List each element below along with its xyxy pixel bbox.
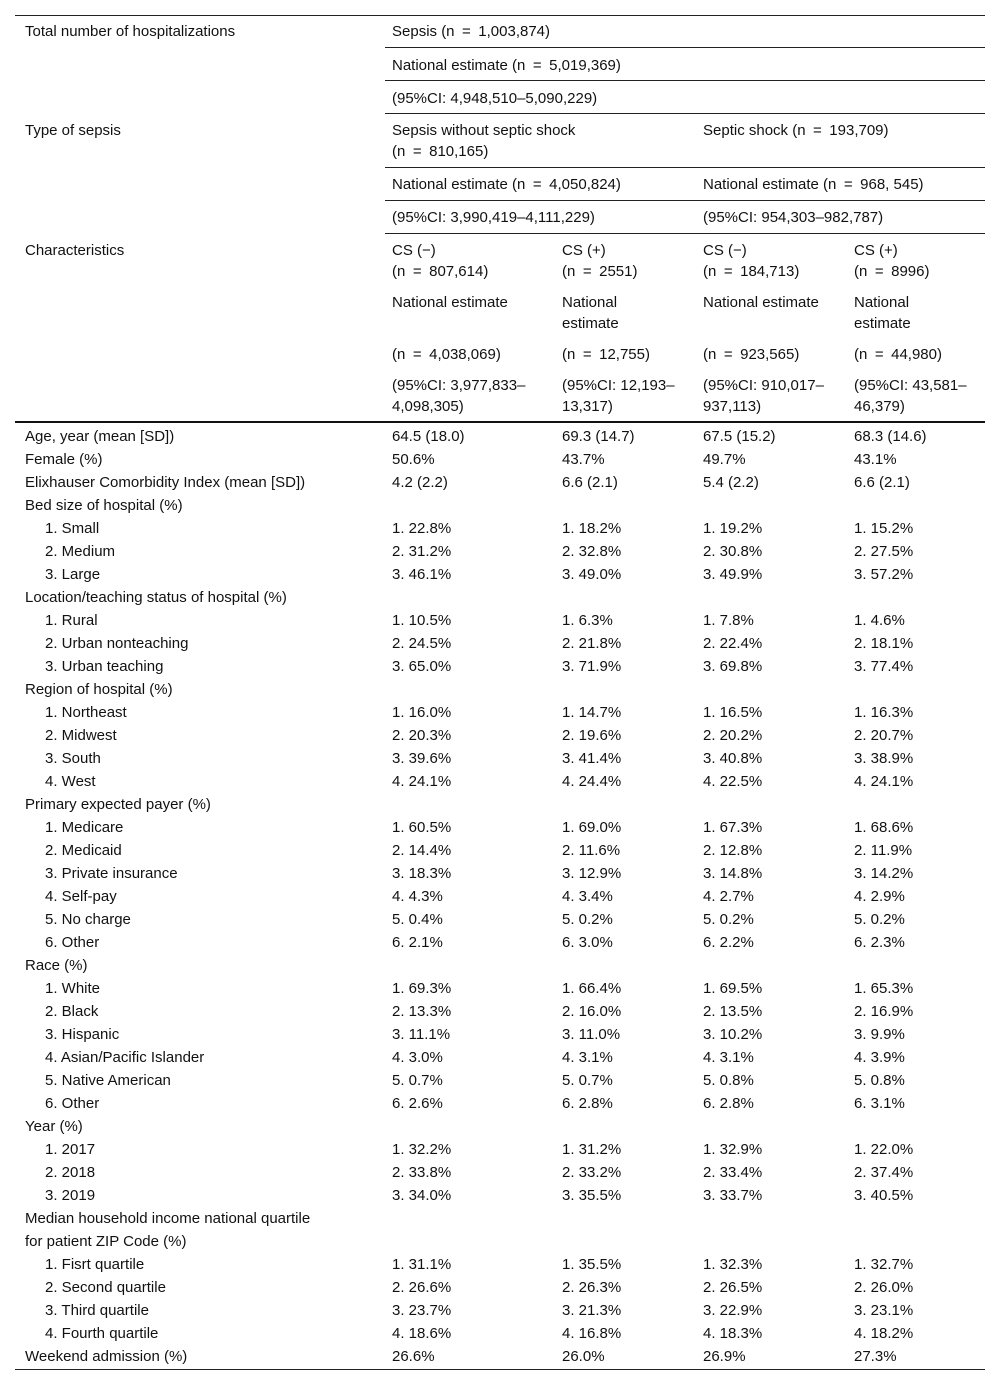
row-value: 4. 24.4% bbox=[562, 773, 622, 790]
row-label: Bed size of hospital (%) bbox=[25, 497, 183, 514]
row-value: 3. 40.5% bbox=[854, 1187, 914, 1204]
row-value: 4. 24.1% bbox=[854, 773, 914, 790]
row-value: 1. 16.3% bbox=[854, 704, 914, 721]
row-value: 4. 3.9% bbox=[854, 1049, 905, 1066]
row-value: 1. 32.9% bbox=[703, 1141, 763, 1158]
row-value: 3. 57.2% bbox=[854, 566, 914, 583]
row-value: 3. 21.3% bbox=[562, 1302, 622, 1319]
row-value: 1. 32.2% bbox=[392, 1141, 452, 1158]
row-value: 2. 21.8% bbox=[562, 635, 622, 652]
row-label: 3. Urban teaching bbox=[45, 658, 164, 675]
row-value: 2. 33.2% bbox=[562, 1164, 622, 1181]
group-estimate: National bbox=[562, 294, 618, 311]
group-n: (n = 2551) bbox=[562, 263, 638, 280]
row-value: 5. 0.7% bbox=[562, 1072, 613, 1089]
row-label: 1. White bbox=[45, 980, 101, 997]
row-value: 69.3 (14.7) bbox=[562, 428, 635, 445]
table-row bbox=[15, 1069, 985, 1092]
row-value: 5. 0.7% bbox=[392, 1072, 443, 1089]
characteristics-label: Characteristics bbox=[25, 242, 125, 259]
table-row bbox=[15, 1115, 985, 1138]
table-row bbox=[15, 655, 985, 678]
row-value: 3. 35.5% bbox=[562, 1187, 622, 1204]
group-estimate-n: (n = 923,565) bbox=[703, 346, 800, 363]
row-value: 1. 65.3% bbox=[854, 980, 914, 997]
table-row bbox=[15, 931, 985, 954]
row-value: 1. 10.5% bbox=[392, 612, 452, 629]
table-row bbox=[15, 816, 985, 839]
table-row bbox=[15, 678, 985, 701]
row-label: Year (%) bbox=[25, 1118, 83, 1135]
row-value: 1. 60.5% bbox=[392, 819, 452, 836]
row-value: 26.9% bbox=[703, 1348, 746, 1365]
without-shock-label: Sepsis without septic shock bbox=[392, 122, 576, 139]
row-value: 1. 22.0% bbox=[854, 1141, 914, 1158]
group-label: CS (−) bbox=[392, 242, 436, 259]
row-value: 4. 3.0% bbox=[392, 1049, 443, 1066]
table-row bbox=[15, 1046, 985, 1069]
table-row bbox=[15, 747, 985, 770]
table-row bbox=[15, 954, 985, 977]
row-label: 6. Other bbox=[45, 934, 100, 951]
group-estimate: National estimate bbox=[392, 294, 508, 311]
row-label: 3. Third quartile bbox=[45, 1302, 149, 1319]
table-row bbox=[15, 1299, 985, 1322]
group-ci: 13,317) bbox=[562, 398, 613, 415]
row-value: 4. 4.3% bbox=[392, 888, 443, 905]
table-row bbox=[15, 586, 985, 609]
table-row bbox=[15, 609, 985, 632]
group-estimate-n: (n = 12,755) bbox=[562, 346, 650, 363]
table-row bbox=[15, 1322, 985, 1345]
row-value: 3. 38.9% bbox=[854, 750, 914, 767]
row-value: 6. 2.3% bbox=[854, 934, 905, 951]
row-value: 5.4 (2.2) bbox=[703, 474, 759, 491]
row-value: 1. 16.0% bbox=[392, 704, 452, 721]
row-value: 3. 49.9% bbox=[703, 566, 763, 583]
group-label: CS (+) bbox=[562, 242, 606, 259]
row-label: 2. Urban nonteaching bbox=[45, 635, 189, 652]
row-value: 4. 22.5% bbox=[703, 773, 763, 790]
row-label: 2. Medium bbox=[45, 543, 116, 560]
type-of-sepsis-label: Type of sepsis bbox=[25, 122, 121, 139]
row-value: 2. 19.6% bbox=[562, 727, 622, 744]
row-value: 1. 69.0% bbox=[562, 819, 622, 836]
table-row bbox=[15, 471, 985, 494]
row-label: 3. Private insurance bbox=[45, 865, 178, 882]
row-value: 1. 68.6% bbox=[854, 819, 914, 836]
row-value: 2. 13.5% bbox=[703, 1003, 763, 1020]
row-label: Location/teaching status of hospital (%) bbox=[25, 589, 287, 606]
total-hospitalizations-label: Total number of hospitalizations bbox=[25, 23, 236, 40]
row-value: 1. 35.5% bbox=[562, 1256, 622, 1273]
table-row bbox=[15, 770, 985, 793]
row-value: 2. 27.5% bbox=[854, 543, 914, 560]
row-label: 1. Northeast bbox=[45, 704, 127, 721]
row-value: 2. 20.2% bbox=[703, 727, 763, 744]
row-label: 5. No charge bbox=[45, 911, 131, 928]
row-label: Age, year (mean [SD]) bbox=[25, 428, 175, 445]
sepsis-n: Sepsis (n = 1,003,874) bbox=[392, 23, 551, 40]
row-value: 27.3% bbox=[854, 1348, 897, 1365]
row-value: 4.2 (2.2) bbox=[392, 474, 448, 491]
row-value: 6.6 (2.1) bbox=[562, 474, 618, 491]
table-row bbox=[15, 1230, 985, 1253]
header-rule bbox=[385, 233, 985, 234]
table-row bbox=[15, 1345, 985, 1368]
row-value: 4. 24.1% bbox=[392, 773, 452, 790]
row-value: 1. 69.3% bbox=[392, 980, 452, 997]
row-label: 3. 2019 bbox=[45, 1187, 96, 1204]
group-estimate: National estimate bbox=[703, 294, 819, 311]
without-shock-n: (n = 810,165) bbox=[392, 143, 489, 160]
without-shock-estimate: National estimate (n = 4,050,824) bbox=[392, 176, 621, 193]
row-value: 43.7% bbox=[562, 451, 605, 468]
table-row bbox=[15, 908, 985, 931]
row-label: 2. Medicaid bbox=[45, 842, 122, 859]
table-row bbox=[15, 632, 985, 655]
row-value: 1. 16.5% bbox=[703, 704, 763, 721]
row-value: 4. 3.1% bbox=[703, 1049, 754, 1066]
row-value: 6. 2.8% bbox=[703, 1095, 754, 1112]
row-value: 4. 18.6% bbox=[392, 1325, 452, 1342]
table-row bbox=[15, 1207, 985, 1230]
table-row bbox=[15, 1276, 985, 1299]
row-value: 3. 12.9% bbox=[562, 865, 622, 882]
row-value: 4. 18.2% bbox=[854, 1325, 914, 1342]
row-value: 2. 13.3% bbox=[392, 1003, 452, 1020]
row-label: 4. West bbox=[45, 773, 96, 790]
row-value: 3. 39.6% bbox=[392, 750, 452, 767]
row-value: 3. 40.8% bbox=[703, 750, 763, 767]
row-label: 1. Small bbox=[45, 520, 100, 537]
table-row bbox=[15, 1184, 985, 1207]
row-value: 3. 14.8% bbox=[703, 865, 763, 882]
row-value: 3. 34.0% bbox=[392, 1187, 452, 1204]
row-label: Median household income national quartile bbox=[25, 1210, 311, 1227]
row-label: 1. 2017 bbox=[45, 1141, 96, 1158]
row-value: 3. 49.0% bbox=[562, 566, 622, 583]
row-value: 2. 37.4% bbox=[854, 1164, 914, 1181]
row-label: 6. Other bbox=[45, 1095, 100, 1112]
without-shock-ci: (95%CI: 3,990,419–4,111,229) bbox=[392, 209, 595, 226]
row-value: 2. 11.6% bbox=[562, 842, 621, 859]
row-value: 2. 11.9% bbox=[854, 842, 913, 859]
table-bottom-rule bbox=[15, 1369, 985, 1370]
header-rule bbox=[385, 47, 985, 48]
table-row bbox=[15, 540, 985, 563]
table-row bbox=[15, 448, 985, 471]
table-row bbox=[15, 862, 985, 885]
sepsis-ci: (95%CI: 4,948,510–5,090,229) bbox=[392, 90, 598, 107]
row-label: Female (%) bbox=[25, 451, 103, 468]
group-label: CS (−) bbox=[703, 242, 747, 259]
row-value: 2. 20.3% bbox=[392, 727, 452, 744]
row-value: 26.0% bbox=[562, 1348, 605, 1365]
row-value: 2. 24.5% bbox=[392, 635, 452, 652]
table-row bbox=[15, 517, 985, 540]
row-value: 6. 2.1% bbox=[392, 934, 443, 951]
row-value: 2. 26.0% bbox=[854, 1279, 914, 1296]
row-value: 1. 18.2% bbox=[562, 520, 622, 537]
row-value: 4. 3.1% bbox=[562, 1049, 613, 1066]
row-value: 2. 33.8% bbox=[392, 1164, 452, 1181]
row-label: Primary expected payer (%) bbox=[25, 796, 211, 813]
row-value: 5. 0.2% bbox=[703, 911, 754, 928]
row-value: 6. 3.0% bbox=[562, 934, 613, 951]
row-value: 3. 11.1% bbox=[392, 1026, 451, 1043]
row-value: 1. 22.8% bbox=[392, 520, 452, 537]
row-value: 67.5 (15.2) bbox=[703, 428, 776, 445]
row-value: 3. 71.9% bbox=[562, 658, 622, 675]
group-ci: (95%CI: 43,581– bbox=[854, 377, 967, 394]
row-label: 2. Second quartile bbox=[45, 1279, 166, 1296]
row-value: 3. 11.0% bbox=[562, 1026, 621, 1043]
row-value: 1. 32.3% bbox=[703, 1256, 763, 1273]
row-value: 3. 14.2% bbox=[854, 865, 914, 882]
row-value: 1. 69.5% bbox=[703, 980, 763, 997]
row-value: 3. 22.9% bbox=[703, 1302, 763, 1319]
table-row bbox=[15, 1092, 985, 1115]
row-value: 3. 23.7% bbox=[392, 1302, 452, 1319]
group-estimate: estimate bbox=[854, 315, 911, 332]
row-value: 1. 14.7% bbox=[562, 704, 622, 721]
row-value: 6.6 (2.1) bbox=[854, 474, 910, 491]
row-value: 3. 33.7% bbox=[703, 1187, 763, 1204]
row-value: 2. 32.8% bbox=[562, 543, 622, 560]
row-value: 1. 19.2% bbox=[703, 520, 763, 537]
group-ci: 46,379) bbox=[854, 398, 905, 415]
row-value: 2. 20.7% bbox=[854, 727, 914, 744]
group-estimate: National bbox=[854, 294, 910, 311]
row-value: 3. 18.3% bbox=[392, 865, 452, 882]
group-ci: (95%CI: 12,193– bbox=[562, 377, 675, 394]
row-value: 3. 77.4% bbox=[854, 658, 914, 675]
table-row bbox=[15, 1023, 985, 1046]
row-value: 4. 2.7% bbox=[703, 888, 754, 905]
row-value: 2. 26.6% bbox=[392, 1279, 452, 1296]
row-value: 1. 67.3% bbox=[703, 819, 763, 836]
table-row bbox=[15, 977, 985, 1000]
row-value: 1. 4.6% bbox=[854, 612, 905, 629]
septic-shock-estimate: National estimate (n = 968, 545) bbox=[703, 176, 924, 193]
group-ci: (95%CI: 910,017– bbox=[703, 377, 824, 394]
header-rule bbox=[385, 167, 985, 168]
table-row bbox=[15, 425, 985, 448]
header-rule bbox=[385, 113, 985, 114]
group-label: CS (+) bbox=[854, 242, 898, 259]
row-label: 3. South bbox=[45, 750, 101, 767]
table-row bbox=[15, 1253, 985, 1276]
row-label: 3. Large bbox=[45, 566, 101, 583]
table-row bbox=[15, 724, 985, 747]
row-value: 4. 2.9% bbox=[854, 888, 905, 905]
group-n: (n = 8996) bbox=[854, 263, 930, 280]
row-label: Region of hospital (%) bbox=[25, 681, 173, 698]
row-value: 2. 18.1% bbox=[854, 635, 914, 652]
row-value: 2. 16.9% bbox=[854, 1003, 914, 1020]
row-value: 5. 0.8% bbox=[703, 1072, 754, 1089]
row-value: 4. 16.8% bbox=[562, 1325, 622, 1342]
row-value: 64.5 (18.0) bbox=[392, 428, 465, 445]
table-row bbox=[15, 839, 985, 862]
row-value: 2. 30.8% bbox=[703, 543, 763, 560]
row-label: 4. Self-pay bbox=[45, 888, 117, 905]
row-value: 3. 46.1% bbox=[392, 566, 452, 583]
row-label: 1. Rural bbox=[45, 612, 98, 629]
row-value: 2. 14.4% bbox=[392, 842, 452, 859]
group-n: (n = 184,713) bbox=[703, 263, 800, 280]
row-label: Race (%) bbox=[25, 957, 88, 974]
row-value: 43.1% bbox=[854, 451, 897, 468]
row-label: 2. 2018 bbox=[45, 1164, 96, 1181]
row-value: 2. 31.2% bbox=[392, 543, 452, 560]
row-value: 3. 41.4% bbox=[562, 750, 622, 767]
table-row bbox=[15, 494, 985, 517]
row-label: 1. Fisrt quartile bbox=[45, 1256, 145, 1273]
row-value: 5. 0.2% bbox=[854, 911, 905, 928]
row-value: 1. 32.7% bbox=[854, 1256, 914, 1273]
row-value: 2. 22.4% bbox=[703, 635, 763, 652]
row-value: 5. 0.8% bbox=[854, 1072, 905, 1089]
row-value: 6. 3.1% bbox=[854, 1095, 905, 1112]
row-label: 2. Midwest bbox=[45, 727, 117, 744]
row-label: 4. Asian/Pacific Islander bbox=[45, 1049, 205, 1066]
table-row bbox=[15, 563, 985, 586]
row-label: 5. Native American bbox=[45, 1072, 171, 1089]
row-value: 2. 16.0% bbox=[562, 1003, 622, 1020]
row-value: 49.7% bbox=[703, 451, 746, 468]
row-value: 4. 3.4% bbox=[562, 888, 613, 905]
row-value: 2. 26.3% bbox=[562, 1279, 622, 1296]
group-n: (n = 807,614) bbox=[392, 263, 489, 280]
row-value: 2. 26.5% bbox=[703, 1279, 763, 1296]
row-label: 3. Hispanic bbox=[45, 1026, 120, 1043]
row-value: 68.3 (14.6) bbox=[854, 428, 927, 445]
row-value: 26.6% bbox=[392, 1348, 435, 1365]
septic-shock-n: Septic shock (n = 193,709) bbox=[703, 122, 889, 139]
row-value: 3. 23.1% bbox=[854, 1302, 914, 1319]
group-ci: 4,098,305) bbox=[392, 398, 464, 415]
row-value: 50.6% bbox=[392, 451, 435, 468]
row-value: 2. 12.8% bbox=[703, 842, 763, 859]
row-value: 3. 69.8% bbox=[703, 658, 763, 675]
row-value: 1. 31.1% bbox=[392, 1256, 452, 1273]
sepsis-national-estimate: National estimate (n = 5,019,369) bbox=[392, 57, 621, 74]
row-value: 5. 0.2% bbox=[562, 911, 613, 928]
table-row bbox=[15, 793, 985, 816]
row-value: 4. 18.3% bbox=[703, 1325, 763, 1342]
row-value: 6. 2.2% bbox=[703, 934, 754, 951]
row-label: 1. Medicare bbox=[45, 819, 124, 836]
table-row bbox=[15, 701, 985, 724]
table-row bbox=[15, 1138, 985, 1161]
group-ci: 937,113) bbox=[703, 398, 762, 415]
row-label: 4. Fourth quartile bbox=[45, 1325, 159, 1342]
header-rule bbox=[385, 200, 985, 201]
septic-shock-ci: (95%CI: 954,303–982,787) bbox=[703, 209, 884, 226]
row-value: 2. 33.4% bbox=[703, 1164, 763, 1181]
row-value: 1. 31.2% bbox=[562, 1141, 622, 1158]
row-label: 2. Black bbox=[45, 1003, 99, 1020]
row-value: 6. 2.6% bbox=[392, 1095, 443, 1112]
group-estimate: estimate bbox=[562, 315, 619, 332]
group-estimate-n: (n = 44,980) bbox=[854, 346, 942, 363]
row-value: 3. 65.0% bbox=[392, 658, 452, 675]
row-label: Elixhauser Comorbidity Index (mean [SD]) bbox=[25, 474, 306, 491]
table-row bbox=[15, 1000, 985, 1023]
row-value: 6. 2.8% bbox=[562, 1095, 613, 1112]
table-row bbox=[15, 885, 985, 908]
row-value: 3. 10.2% bbox=[703, 1026, 763, 1043]
row-label: for patient ZIP Code (%) bbox=[25, 1233, 187, 1250]
row-value: 1. 66.4% bbox=[562, 980, 622, 997]
row-label: Weekend admission (%) bbox=[25, 1348, 188, 1365]
table-top-rule bbox=[15, 15, 985, 16]
group-estimate-n: (n = 4,038,069) bbox=[392, 346, 501, 363]
row-value: 3. 9.9% bbox=[854, 1026, 905, 1043]
row-value: 1. 15.2% bbox=[854, 520, 914, 537]
group-ci: (95%CI: 3,977,833– bbox=[392, 377, 526, 394]
row-value: 5. 0.4% bbox=[392, 911, 443, 928]
header-bottom-rule bbox=[15, 421, 985, 423]
row-value: 1. 6.3% bbox=[562, 612, 613, 629]
header-rule bbox=[385, 80, 985, 81]
table-row bbox=[15, 1161, 985, 1184]
row-value: 1. 7.8% bbox=[703, 612, 754, 629]
